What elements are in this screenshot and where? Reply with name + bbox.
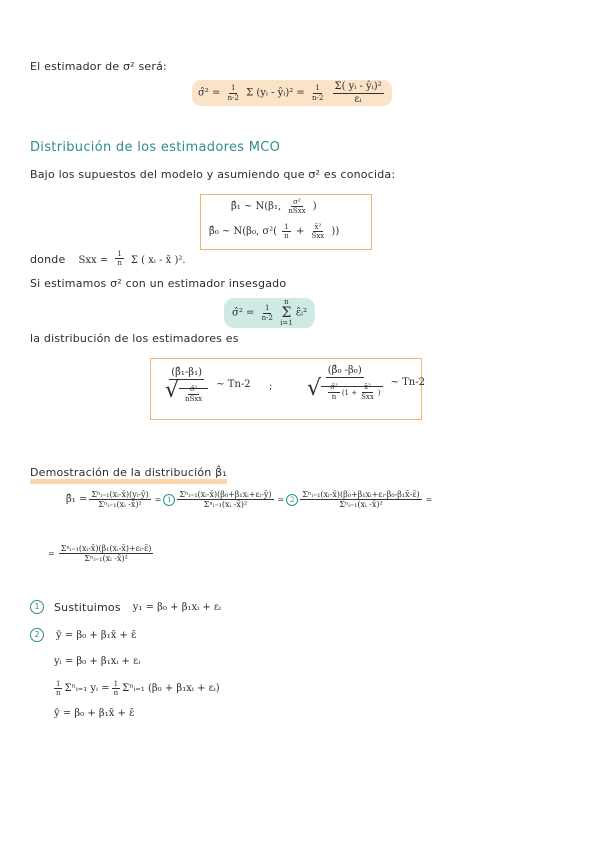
distribution-box bbox=[200, 194, 372, 250]
step-2-line-3: $\frac{1}{n}$ Σⁿᵢ₌₁ yᵢ = $\frac{1}{n}$ Σⁿᵢ₌₁ (β₀ + β₁xᵢ + εᵢ) bbox=[56, 680, 220, 698]
fraction-2: $\frac{1}{n-2}$ bbox=[311, 84, 324, 102]
t-stat-beta1: (β̂₁-β₁) √ $\frac{\text{σ̂²}}{\text{nSxx}}$ ~ Tn-2 bbox=[165, 367, 251, 403]
section-title-demostracion: Demostración de la distribución β̂₁ bbox=[30, 466, 227, 484]
beta1-distribution: β̂₁ ~ N(β₁, $\frac{\text{σ²}}{\text{nSxx}}$ ) bbox=[231, 198, 317, 216]
unbiased-estimator-formula: σ̂² = $\frac{1}{n-2}$ n Σ i=1 ε̂ᵢ² bbox=[224, 298, 315, 328]
section-title-distribucion: Distribución de los estimadores MCO bbox=[30, 140, 281, 155]
sigma-estimator-formula bbox=[192, 80, 392, 106]
beta0-distribution: β̂₀ ~ N(β₀, σ²( $\frac{1}{n}$ + $\frac{\text{x̄²}}{\text{Sxx}}$ )) bbox=[209, 223, 340, 241]
intro-text: El estimador de σ² será: bbox=[30, 60, 167, 73]
step-1: 1 Sustituimos y₁ = β₀ + β₁xᵢ + εᵢ bbox=[30, 600, 221, 614]
t-distribution-box: (β̂₁-β₁) √ $\frac{\text{σ̂²}}{\text{nSxx}}$ ~ Tn-2 ; (β̂₀ -β₀) √ $\frac{\text{σ̂²}}{n}$ (1 + $\frac{\text{x̄²}}{\text{Sxx}}$ ) ~ Tn-2 bbox=[150, 358, 422, 420]
fraction-3: $\frac{\text{Σ( yᵢ - ŷᵢ)²}}{\text{εᵢ}}$ bbox=[334, 81, 382, 105]
fraction-1: $\frac{1}{n-2}$ bbox=[227, 84, 239, 102]
step-marker-1: 1 bbox=[163, 494, 175, 506]
insesgado-text: Si estimamos σ² con un estimador insesgado bbox=[30, 277, 287, 290]
proof-line-2: = $\frac{\text{Σⁿᵢ₌₁(xᵢ-x̄)(β₁(xᵢ-x̄)+εᵢ-ε̄)}}{\text{Σⁿᵢ₌₁(xᵢ -x̄)²}}$ bbox=[48, 544, 152, 564]
step-2: 2 ȳ = β₀ + β₁x̄ + ε̄ bbox=[30, 628, 136, 642]
donde-line: donde Sxx = $\frac{1}{n}$ Σ ( xᵢ - x̄ )². bbox=[30, 249, 186, 267]
step-2-line-4: ȳ = β₀ + β₁x̄ + ε̄ bbox=[54, 708, 135, 719]
distribution-text: la distribución de los estimadores es bbox=[30, 332, 239, 345]
formula-lhs: σ̂² = bbox=[198, 87, 221, 99]
sum-term: Σ (yᵢ - ŷᵢ)² = bbox=[246, 87, 305, 99]
assumption-text: Bajo los supuestos del modelo y asumiendo que σ² es conocida: bbox=[30, 168, 396, 181]
proof-line-1: β̂₁ = $\frac{\text{Σⁿᵢ₌₁(xᵢ-x̄)(yᵢ-ȳ)}}{\text{Σⁿᵢ₌₁(xᵢ -x̄)²}}$ = 1 $\frac{\text{Σⁿᵢ₌₁(xᵢ-x̄)(β₀+β₁xᵢ+εᵢ-ȳ)}}{\text{Σⁿᵢ₌₁(xᵢ -x̄)²}}$ = 2 $\frac{\text{Σⁿᵢ₌₁(xᵢ-x̄)(β₀+β₁xᵢ+εᵢ-β₀-β₁x̄-ε̄)}}{\text{Σⁿᵢ₌₁(xᵢ -x̄)²}}$ = bbox=[66, 490, 433, 510]
t-stat-beta0: (β̂₀ -β₀) √ $\frac{\text{σ̂²}}{n}$ (1 + $\frac{\text{x̄²}}{\text{Sxx}}$ ) ~ Tn-2 bbox=[307, 365, 425, 401]
step-marker-2: 2 bbox=[286, 494, 298, 506]
step-2-line-2: yᵢ = β₀ + β₁xᵢ + εᵢ bbox=[54, 656, 141, 667]
